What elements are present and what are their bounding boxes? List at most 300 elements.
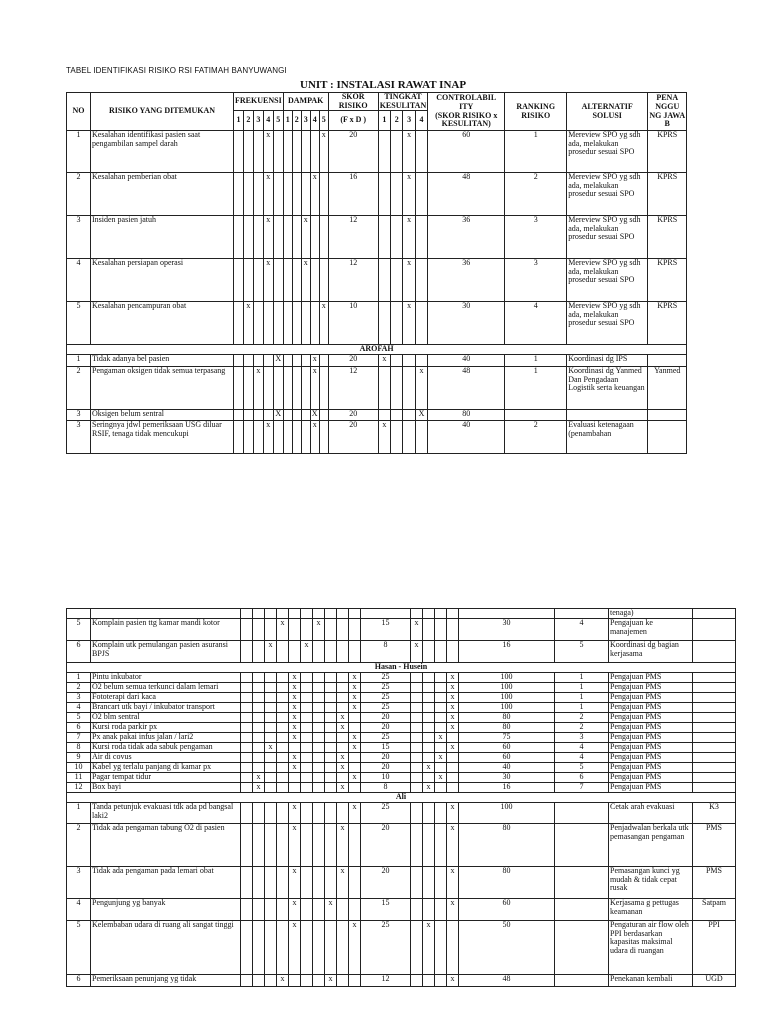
row-risk: Tidak ada pengaman tabung O2 di pasien xyxy=(91,824,241,867)
row-controlability: 80 xyxy=(428,410,505,421)
dampak-cell-3 xyxy=(325,713,337,723)
row-controlability: 30 xyxy=(459,619,555,641)
row-penanggung-jawab: KPRS xyxy=(648,173,687,216)
tingkat-cell-2 xyxy=(391,421,403,454)
dampak-cell-4 xyxy=(337,803,349,824)
row-controlability: 100 xyxy=(459,683,555,693)
freq-cell-2 xyxy=(253,867,265,899)
dampak-cell-1: x xyxy=(301,641,313,663)
tingkat-cell-1 xyxy=(378,173,390,216)
row-alternatif: Mereview SPO yg sdh ada, melakukan prosedur sesuai SPO xyxy=(567,173,648,216)
row-skor: 20 xyxy=(328,355,378,367)
row-alternatif: Pemasangan kunci yg mudah & tidak cepat rusak xyxy=(609,867,693,899)
row-skor: 12 xyxy=(328,259,378,302)
tingkat-cell-4: x xyxy=(447,683,459,693)
header-dampak-4: 4 xyxy=(310,111,319,131)
row-number: 4 xyxy=(67,259,91,302)
tingkat-cell-2 xyxy=(391,259,403,302)
row-penanggung-jawab: Yanmed xyxy=(648,367,687,410)
row-risk: Kesalahan persiapan operasi xyxy=(91,259,234,302)
freq-cell-5: X xyxy=(273,410,283,421)
tingkat-cell-1 xyxy=(378,259,390,302)
dampak-cell-4: x xyxy=(310,355,319,367)
tingkat-cell-1 xyxy=(411,899,423,921)
freq-cell-4 xyxy=(277,743,289,753)
dampak-cell-2 xyxy=(292,421,301,454)
tingkat-cell-3 xyxy=(403,355,415,367)
dampak-cell-1 xyxy=(301,921,313,975)
section-title: Ali xyxy=(67,793,736,803)
row-controlability: 80 xyxy=(459,723,555,733)
freq-cell-1 xyxy=(241,783,253,793)
row-ranking xyxy=(555,803,609,824)
dampak-cell-3 xyxy=(325,783,337,793)
tingkat-cell-1 xyxy=(411,733,423,743)
dampak-cell-4: x xyxy=(310,173,319,216)
freq-cell-5 xyxy=(273,216,283,259)
row-controlability: 40 xyxy=(428,421,505,454)
freq-cell-1 xyxy=(241,683,253,693)
tingkat-cell-3 xyxy=(435,921,447,975)
row-number: 6 xyxy=(67,641,91,663)
tingkat-cell-4 xyxy=(415,131,427,173)
dampak-cell-5 xyxy=(349,641,361,663)
tingkat-cell-4 xyxy=(415,259,427,302)
freq-cell-4: x xyxy=(263,216,273,259)
tingkat-cell-1 xyxy=(411,773,423,783)
row-skor: 25 xyxy=(361,921,411,975)
row-penanggung-jawab xyxy=(693,619,736,641)
dampak-cell-2 xyxy=(292,355,301,367)
row-controlability: 40 xyxy=(428,355,505,367)
freq-cell-3 xyxy=(265,803,277,824)
dampak-cell-5 xyxy=(349,975,361,987)
freq-cell-5: x xyxy=(289,693,301,703)
tingkat-cell-1 xyxy=(411,783,423,793)
row-alternatif: Koordinasi dg bagian kerjasama xyxy=(609,641,693,663)
dampak-cell-1 xyxy=(301,773,313,783)
tingkat-cell-3 xyxy=(435,899,447,921)
tingkat-cell-1 xyxy=(378,131,390,173)
table-row xyxy=(67,216,687,259)
freq-cell-3 xyxy=(253,131,263,173)
row-skor: 25 xyxy=(361,733,411,743)
freq-cell-5 xyxy=(289,783,301,793)
dampak-cell-3: x xyxy=(325,975,337,987)
dampak-cell-4 xyxy=(337,773,349,783)
freq-cell-5 xyxy=(289,609,301,619)
dampak-cell-1 xyxy=(283,421,292,454)
row-penanggung-jawab xyxy=(693,783,736,793)
freq-cell-3: x xyxy=(265,641,277,663)
tingkat-cell-3: x xyxy=(435,733,447,743)
dampak-cell-3 xyxy=(301,131,310,173)
row-alternatif: Pengajuan PMS xyxy=(609,753,693,763)
tingkat-cell-2 xyxy=(423,824,435,867)
dampak-cell-4 xyxy=(337,733,349,743)
freq-cell-4 xyxy=(277,733,289,743)
dampak-cell-4: X xyxy=(310,410,319,421)
row-number: 7 xyxy=(67,733,91,743)
header-controlability xyxy=(428,93,505,131)
dampak-cell-2 xyxy=(292,367,301,410)
dampak-cell-3 xyxy=(325,773,337,783)
freq-cell-3 xyxy=(265,683,277,693)
row-number: 4 xyxy=(67,899,91,921)
tingkat-cell-4: x xyxy=(447,703,459,713)
freq-cell-5 xyxy=(273,173,283,216)
row-alternatif: Mereview SPO yg sdh ada, melakukan prosedur sesuai SPO xyxy=(567,216,648,259)
row-alternatif: tenaga) xyxy=(609,609,693,619)
tingkat-cell-3 xyxy=(403,367,415,410)
row-risk: Komplain utk pemulangan pasien asuransi BPJS xyxy=(91,641,241,663)
freq-cell-4 xyxy=(277,693,289,703)
row-penanggung-jawab: UGD xyxy=(693,975,736,987)
row-number: 2 xyxy=(67,824,91,867)
freq-cell-2 xyxy=(253,733,265,743)
dampak-cell-3 xyxy=(325,673,337,683)
freq-cell-2 xyxy=(253,713,265,723)
row-ranking: 2 xyxy=(505,173,567,216)
freq-cell-1 xyxy=(241,921,253,975)
dampak-cell-2 xyxy=(292,302,301,345)
dampak-cell-5 xyxy=(349,783,361,793)
freq-cell-1 xyxy=(241,763,253,773)
dampak-cell-4 xyxy=(337,619,349,641)
freq-cell-5: X xyxy=(273,355,283,367)
tingkat-cell-2 xyxy=(423,683,435,693)
dampak-cell-1 xyxy=(283,216,292,259)
dampak-cell-1 xyxy=(301,899,313,921)
tingkat-cell-4: x xyxy=(447,713,459,723)
dampak-cell-3 xyxy=(325,763,337,773)
table-row xyxy=(67,693,736,703)
row-risk: Kesalahan identifikasi pasien saat pengambilan sampel darah xyxy=(91,131,234,173)
tingkat-cell-1 xyxy=(411,763,423,773)
freq-cell-2 xyxy=(243,173,253,216)
row-penanggung-jawab xyxy=(693,693,736,703)
row-penanggung-jawab xyxy=(693,609,736,619)
tingkat-cell-4: x xyxy=(447,743,459,753)
freq-cell-2 xyxy=(243,410,253,421)
row-skor: 15 xyxy=(361,619,411,641)
dampak-cell-4: x xyxy=(337,867,349,899)
row-ranking xyxy=(555,921,609,975)
row-alternatif: Pengajuan ke manajemen xyxy=(609,619,693,641)
freq-cell-1 xyxy=(234,367,244,410)
freq-cell-2: x xyxy=(253,783,265,793)
dampak-cell-4: x xyxy=(337,713,349,723)
row-alternatif: Koordinasi dg IPS xyxy=(567,355,648,367)
table-row xyxy=(67,609,736,619)
row-ranking xyxy=(555,867,609,899)
freq-cell-4 xyxy=(277,803,289,824)
tingkat-cell-3: x xyxy=(435,753,447,763)
row-alternatif: Pengajuan PMS xyxy=(609,703,693,713)
row-risk: Kesalahan pencampuran obat xyxy=(91,302,234,345)
table-row xyxy=(67,803,736,824)
freq-cell-5: x xyxy=(289,683,301,693)
dampak-cell-2 xyxy=(313,683,325,693)
tingkat-cell-4: X xyxy=(415,410,427,421)
tingkat-cell-2 xyxy=(423,753,435,763)
tingkat-cell-1 xyxy=(411,723,423,733)
row-penanggung-jawab: PPI xyxy=(693,921,736,975)
dampak-cell-2 xyxy=(313,824,325,867)
row-number: 11 xyxy=(67,773,91,783)
row-skor: 20 xyxy=(361,723,411,733)
dampak-cell-2 xyxy=(313,975,325,987)
tingkat-cell-1 xyxy=(411,743,423,753)
freq-cell-5: x xyxy=(289,753,301,763)
tingkat-cell-2 xyxy=(423,713,435,723)
freq-cell-1 xyxy=(234,131,244,173)
dampak-cell-2 xyxy=(313,921,325,975)
row-ranking: 3 xyxy=(505,259,567,302)
table-row xyxy=(67,367,687,410)
row-number: 5 xyxy=(67,713,91,723)
table-row xyxy=(67,673,736,683)
dampak-cell-2 xyxy=(313,723,325,733)
dampak-cell-4 xyxy=(337,693,349,703)
tingkat-cell-4 xyxy=(447,733,459,743)
freq-cell-5 xyxy=(289,743,301,753)
row-number: 2 xyxy=(67,683,91,693)
tingkat-cell-3 xyxy=(435,619,447,641)
row-ranking: 3 xyxy=(505,216,567,259)
row-ranking: 1 xyxy=(555,683,609,693)
row-risk: Kursi roda parkir px xyxy=(91,723,241,733)
tingkat-cell-3: x xyxy=(403,302,415,345)
table-row xyxy=(67,899,736,921)
dampak-cell-5: x xyxy=(319,131,328,173)
row-penanggung-jawab xyxy=(648,421,687,454)
dampak-cell-4 xyxy=(337,743,349,753)
row-skor: 25 xyxy=(361,703,411,713)
row-alternatif: Mereview SPO yg sdh ada, melakukan prosedur sesuai SPO xyxy=(567,131,648,173)
dampak-cell-5 xyxy=(319,216,328,259)
freq-cell-4 xyxy=(277,683,289,693)
dampak-cell-3 xyxy=(325,641,337,663)
section-title: Hasan - Husein xyxy=(67,663,736,673)
row-number: 8 xyxy=(67,743,91,753)
row-skor: 20 xyxy=(361,713,411,723)
row-ranking: 2 xyxy=(555,713,609,723)
row-skor: 20 xyxy=(361,824,411,867)
dampak-cell-1 xyxy=(301,683,313,693)
row-ranking: 1 xyxy=(505,131,567,173)
freq-cell-1 xyxy=(241,673,253,683)
row-number: 4 xyxy=(67,703,91,713)
row-alternatif: Pengajuan PMS xyxy=(609,783,693,793)
header-frekuensi: FREKUENSI xyxy=(234,93,284,111)
dampak-cell-1 xyxy=(301,783,313,793)
freq-cell-3 xyxy=(265,783,277,793)
row-skor: 20 xyxy=(328,421,378,454)
tingkat-cell-3: x xyxy=(435,773,447,783)
dampak-cell-3 xyxy=(325,609,337,619)
freq-cell-2 xyxy=(253,723,265,733)
freq-cell-4 xyxy=(277,713,289,723)
dampak-cell-5 xyxy=(319,410,328,421)
freq-cell-5 xyxy=(273,421,283,454)
tingkat-cell-2 xyxy=(423,673,435,683)
dampak-cell-5 xyxy=(349,609,361,619)
row-controlability: 30 xyxy=(428,302,505,345)
tingkat-cell-4 xyxy=(447,641,459,663)
tingkat-cell-4 xyxy=(447,619,459,641)
freq-cell-4 xyxy=(263,355,273,367)
row-ranking xyxy=(505,410,567,421)
freq-cell-3 xyxy=(265,753,277,763)
tingkat-cell-1: x xyxy=(411,619,423,641)
tingkat-cell-4 xyxy=(415,355,427,367)
row-risk: Pemeriksaan penunjang yg tidak xyxy=(91,975,241,987)
table-row xyxy=(67,703,736,713)
dampak-cell-4 xyxy=(337,975,349,987)
freq-cell-3 xyxy=(253,355,263,367)
freq-cell-4 xyxy=(277,673,289,683)
dampak-cell-5: x xyxy=(349,773,361,783)
freq-cell-4 xyxy=(263,302,273,345)
row-skor: 25 xyxy=(361,803,411,824)
dampak-cell-3: x xyxy=(301,216,310,259)
tingkat-cell-2 xyxy=(423,723,435,733)
row-number: 1 xyxy=(67,131,91,173)
row-penanggung-jawab: KPRS xyxy=(648,302,687,345)
freq-cell-2 xyxy=(253,619,265,641)
row-number: 3 xyxy=(67,421,91,454)
dampak-cell-1 xyxy=(301,824,313,867)
row-alternatif: Penekanan kembali xyxy=(609,975,693,987)
freq-cell-3 xyxy=(265,773,277,783)
header-dampak-3: 3 xyxy=(301,111,310,131)
freq-cell-3 xyxy=(265,609,277,619)
freq-cell-4 xyxy=(263,367,273,410)
dampak-cell-5: x xyxy=(349,921,361,975)
risk-table-page2 xyxy=(66,608,736,987)
tingkat-cell-3 xyxy=(435,867,447,899)
dampak-cell-3: x xyxy=(301,259,310,302)
row-controlability: 80 xyxy=(459,867,555,899)
tingkat-cell-1 xyxy=(411,673,423,683)
row-alternatif: Koordinasi dg Yanmed Dan Pengadaan Logistik serta keuangan xyxy=(567,367,648,410)
row-number: 5 xyxy=(67,302,91,345)
row-ranking: 4 xyxy=(505,302,567,345)
tingkat-cell-3: x xyxy=(403,131,415,173)
row-alternatif: Pengajuan PMS xyxy=(609,773,693,783)
row-penanggung-jawab: KPRS xyxy=(648,131,687,173)
row-risk: Kursi roda tidak ada sabuk pengaman xyxy=(91,743,241,753)
tingkat-cell-1 xyxy=(411,975,423,987)
tingkat-cell-4 xyxy=(447,921,459,975)
dampak-cell-1 xyxy=(301,763,313,773)
freq-cell-3 xyxy=(265,899,277,921)
row-penanggung-jawab xyxy=(693,763,736,773)
row-ranking xyxy=(555,975,609,987)
dampak-cell-1 xyxy=(283,355,292,367)
freq-cell-2 xyxy=(253,693,265,703)
freq-cell-5: x xyxy=(289,723,301,733)
dampak-cell-1 xyxy=(301,703,313,713)
tingkat-cell-1 xyxy=(411,703,423,713)
header-skor-sub: (F x D ) xyxy=(328,111,378,131)
freq-cell-3 xyxy=(253,259,263,302)
freq-cell-4 xyxy=(277,753,289,763)
dampak-cell-3 xyxy=(301,355,310,367)
tingkat-cell-1 xyxy=(411,867,423,899)
freq-cell-4 xyxy=(277,609,289,619)
row-penanggung-jawab xyxy=(693,753,736,763)
row-risk: Px anak pakai infus jalan / lari2 xyxy=(91,733,241,743)
table-row xyxy=(67,773,736,783)
freq-cell-2 xyxy=(253,703,265,713)
header-no: NO xyxy=(67,93,91,131)
tingkat-cell-2 xyxy=(423,773,435,783)
freq-cell-2 xyxy=(253,803,265,824)
freq-cell-5 xyxy=(273,367,283,410)
dampak-cell-2 xyxy=(313,713,325,723)
row-alternatif: Pengajuan PMS xyxy=(609,693,693,703)
dampak-cell-5 xyxy=(349,713,361,723)
freq-cell-1 xyxy=(241,693,253,703)
row-penanggung-jawab: PMS xyxy=(693,867,736,899)
freq-cell-5: x xyxy=(289,921,301,975)
freq-cell-3 xyxy=(253,410,263,421)
row-number: 9 xyxy=(67,753,91,763)
freq-cell-2 xyxy=(253,673,265,683)
dampak-cell-1 xyxy=(301,713,313,723)
dampak-cell-1 xyxy=(301,753,313,763)
tingkat-cell-2 xyxy=(423,867,435,899)
row-ranking: 4 xyxy=(555,619,609,641)
table-row xyxy=(67,173,687,216)
freq-cell-4: x xyxy=(277,619,289,641)
row-skor: 20 xyxy=(361,763,411,773)
tingkat-cell-4 xyxy=(415,421,427,454)
tingkat-cell-2 xyxy=(423,619,435,641)
freq-cell-2 xyxy=(253,641,265,663)
row-alternatif: Pengajuan PMS xyxy=(609,723,693,733)
row-controlability: 75 xyxy=(459,733,555,743)
dampak-cell-5 xyxy=(349,867,361,899)
freq-cell-4: x xyxy=(263,131,273,173)
row-controlability: 48 xyxy=(459,975,555,987)
freq-cell-2 xyxy=(253,743,265,753)
risk-table-page1 xyxy=(66,92,687,454)
row-penanggung-jawab xyxy=(648,355,687,367)
freq-cell-3 xyxy=(265,824,277,867)
row-penanggung-jawab xyxy=(693,733,736,743)
row-number: 3 xyxy=(67,216,91,259)
document-caption: TABEL IDENTIFIKASI RISIKO RSI FATIMAH BANYUWANGI xyxy=(66,66,287,75)
freq-cell-2 xyxy=(253,753,265,763)
freq-cell-4 xyxy=(277,824,289,867)
row-skor: 20 xyxy=(361,753,411,763)
dampak-cell-2 xyxy=(313,733,325,743)
row-number: 6 xyxy=(67,723,91,733)
tingkat-cell-3 xyxy=(435,743,447,753)
table-row xyxy=(67,713,736,723)
row-skor: 10 xyxy=(328,302,378,345)
freq-cell-3 xyxy=(265,867,277,899)
row-alternatif: Kerjasama g pettugas keamanan xyxy=(609,899,693,921)
row-risk: Kelembaban udara di ruang ali sangat tinggi xyxy=(91,921,241,975)
dampak-cell-3 xyxy=(301,410,310,421)
row-penanggung-jawab xyxy=(693,713,736,723)
row-ranking: 3 xyxy=(555,733,609,743)
dampak-cell-3 xyxy=(325,803,337,824)
